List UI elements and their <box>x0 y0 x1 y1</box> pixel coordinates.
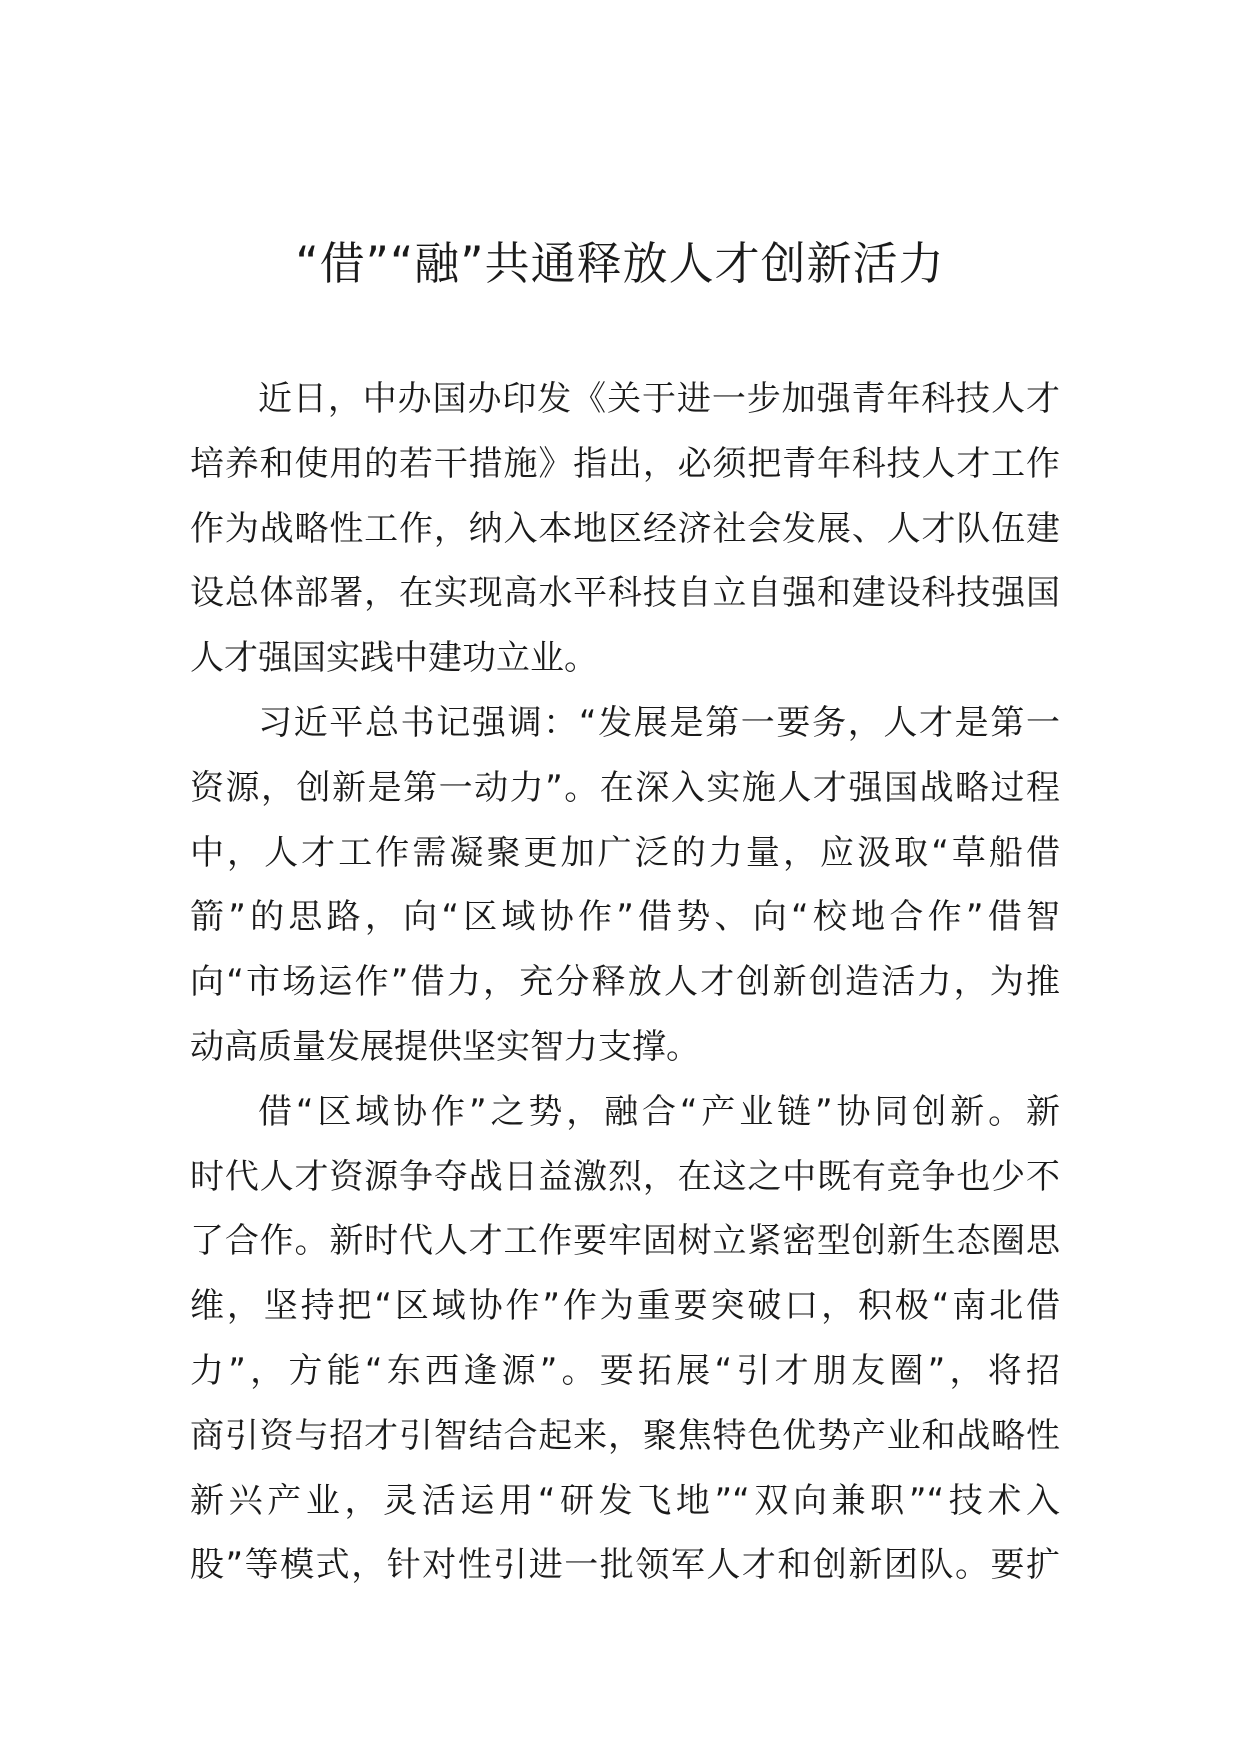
paragraph-line: 中，人才工作需凝聚更加广泛的力量，应汲取“草船借 <box>190 832 1060 873</box>
paragraph-line: 力”，方能“东西逢源”。要拓展“引才朋友圈”，将招 <box>190 1350 1060 1391</box>
paragraph-line: 了合作。新时代人才工作要牢固树立紧密型创新生态圈思 <box>190 1221 1060 1262</box>
paragraph-line: 维，坚持把“区域协作”作为重要突破口，积极“南北借 <box>190 1286 1060 1327</box>
paragraph-line: 向“市场运作”借力，充分释放人才创新创造活力，为推 <box>190 962 1060 1003</box>
paragraph-line: 人才强国实践中建功立业。 <box>190 638 598 679</box>
paragraph-line: 股”等模式，针对性引进一批领军人才和创新团队。要扩 <box>190 1545 1060 1586</box>
paragraph-line: 商引资与招才引智结合起来，聚焦特色优势产业和战略性 <box>190 1415 1060 1456</box>
paragraph-line: 设总体部署，在实现高水平科技自立自强和建设科技强国 <box>190 573 1060 614</box>
document-title: “借”“融”共通释放人才创新活力 <box>295 237 945 290</box>
paragraph-line: 时代人才资源争夺战日益激烈，在这之中既有竞争也少不 <box>190 1156 1060 1197</box>
paragraph-line: 培养和使用的若干措施》指出，必须把青年科技人才工作 <box>190 443 1060 484</box>
paragraph-line: 作为战略性工作，纳入本地区经济社会发展、人才队伍建 <box>190 508 1060 549</box>
paragraph-1 <box>190 367 1060 691</box>
paragraph-line: 习近平总书记强调：“发展是第一要务，人才是第一 <box>258 702 1060 743</box>
paragraph-line: 借“区域协作”之势，融合“产业链”协同创新。新 <box>258 1091 1060 1132</box>
paragraph-line: 新兴产业，灵活运用“研发飞地”“双向兼职”“技术入 <box>190 1480 1060 1521</box>
paragraph-line: 箭”的思路，向“区域协作”借势、向“校地合作”借智 <box>190 897 1060 938</box>
paragraph-line: 资源，创新是第一动力”。在深入实施人才强国战略过程 <box>190 767 1060 808</box>
document-body <box>190 367 1060 1598</box>
paragraph-line: 动高质量发展提供坚实智力支撑。 <box>190 1026 700 1067</box>
paragraph-line: 近日，中办国办印发《关于进一步加强青年科技人才 <box>258 379 1060 419</box>
paragraph-2 <box>190 691 1060 1080</box>
paragraph-3 <box>190 1080 1060 1598</box>
